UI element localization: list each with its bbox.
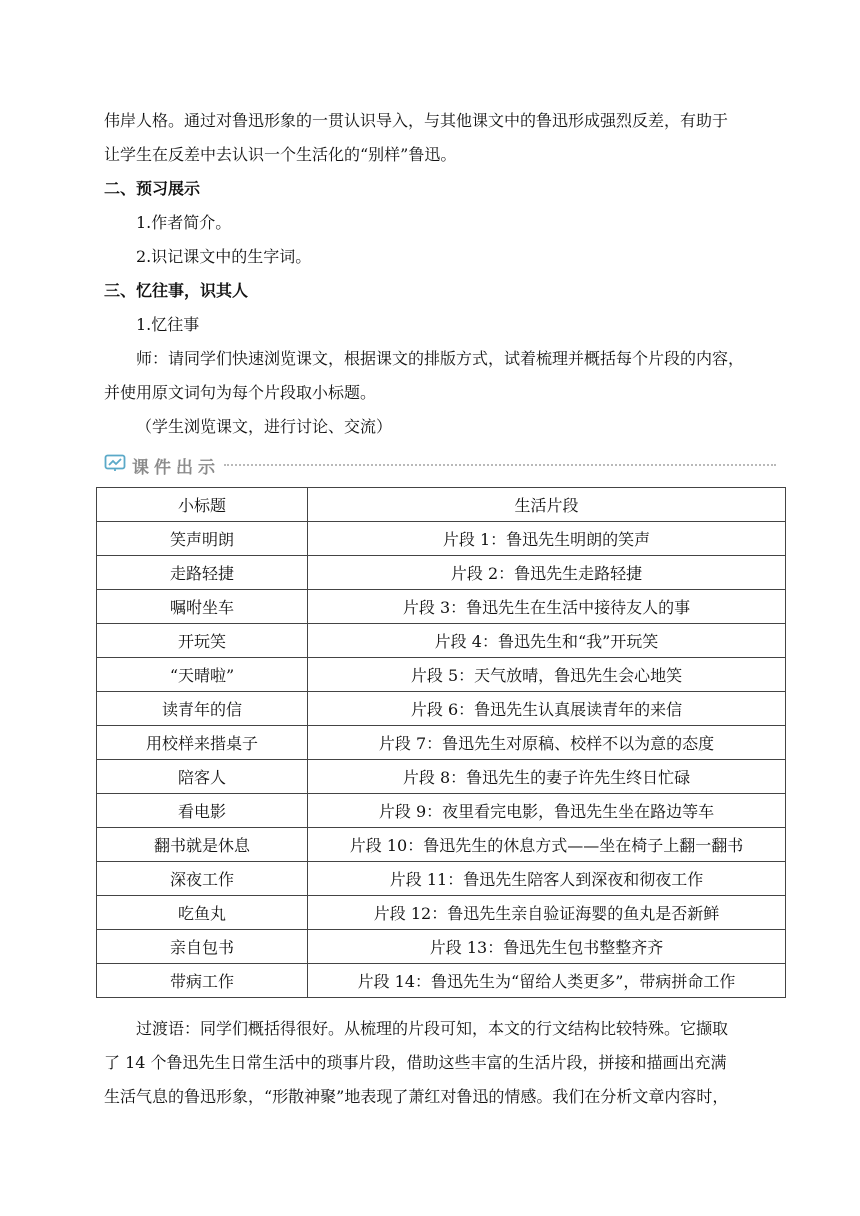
header-subtitle: 小标题 <box>97 488 308 522</box>
section3-heading: 三、忆往事，识其人 <box>104 281 249 300</box>
table-row <box>97 930 786 964</box>
intro-line-1: 伟岸人格。通过对鲁迅形象的一贯认识导入，与其他课文中的鲁迅形成强烈反差，有助于 <box>104 111 729 130</box>
segment-cell: 片段 6：鲁迅先生认真展读青年的来信 <box>308 692 786 726</box>
segment-cell: 片段 8：鲁迅先生的妻子许先生终日忙碌 <box>308 760 786 794</box>
table-row <box>97 828 786 862</box>
table-row <box>97 794 786 828</box>
intro-line-2: 让学生在反差中去认识一个生活化的“别样”鲁迅。 <box>104 145 457 164</box>
section2-item-2: 2.识记课文中的生字词。 <box>136 247 312 266</box>
subtitle-cell: 翻书就是休息 <box>97 828 308 862</box>
subtitle-cell: “天晴啦” <box>97 658 308 692</box>
segment-cell: 片段 7：鲁迅先生对原稿、校样不以为意的态度 <box>308 726 786 760</box>
table-row <box>97 760 786 794</box>
segment-cell: 片段 13：鲁迅先生包书整整齐齐 <box>308 930 786 964</box>
segment-cell: 片段 10：鲁迅先生的休息方式——坐在椅子上翻一翻书 <box>308 828 786 862</box>
courseware-banner <box>104 454 776 476</box>
chart-board-icon <box>104 454 126 476</box>
table-row <box>97 590 786 624</box>
teacher-line-2: 并使用原文词句为每个片段取小标题。 <box>104 383 377 402</box>
segments-table <box>96 487 786 998</box>
segment-cell: 片段 5：天气放晴，鲁迅先生会心地笑 <box>308 658 786 692</box>
teacher-line-1: 师：请同学们快速浏览课文，根据课文的排版方式，试着梳理并概括每个片段的内容， <box>136 349 745 368</box>
header-segment: 生活片段 <box>308 488 786 522</box>
transition-line-3: 生活气息的鲁迅形象，“形散神聚”地表现了萧红对鲁迅的情感。我们在分析文章内容时， <box>104 1087 729 1106</box>
subtitle-cell: 用校样来揩桌子 <box>97 726 308 760</box>
table-body <box>97 522 786 998</box>
subtitle-cell: 笑声明朗 <box>97 522 308 556</box>
subtitle-cell: 带病工作 <box>97 964 308 998</box>
table-row <box>97 726 786 760</box>
subtitle-cell: 吃鱼丸 <box>97 896 308 930</box>
subtitle-cell: 开玩笑 <box>97 624 308 658</box>
table-row <box>97 964 786 998</box>
table-header-row <box>97 488 786 522</box>
section2-item-1: 1.作者简介。 <box>136 213 232 232</box>
subtitle-cell: 深夜工作 <box>97 862 308 896</box>
subtitle-cell: 走路轻捷 <box>97 556 308 590</box>
banner-divider <box>224 464 776 466</box>
subtitle-cell: 嘱咐坐车 <box>97 590 308 624</box>
transition-line-1: 过渡语：同学们概括得很好。从梳理的片段可知，本文的行文结构比较特殊。它撷取 <box>136 1019 729 1038</box>
table-row <box>97 556 786 590</box>
table-row <box>97 624 786 658</box>
segment-cell: 片段 9：夜里看完电影，鲁迅先生坐在路边等车 <box>308 794 786 828</box>
table-row <box>97 692 786 726</box>
subtitle-cell: 亲自包书 <box>97 930 308 964</box>
segment-cell: 片段 11：鲁迅先生陪客人到深夜和彻夜工作 <box>308 862 786 896</box>
student-note: （学生浏览课文，进行讨论、交流） <box>136 417 393 436</box>
subtitle-cell: 陪客人 <box>97 760 308 794</box>
segment-cell: 片段 3：鲁迅先生在生活中接待友人的事 <box>308 590 786 624</box>
segment-cell: 片段 12：鲁迅先生亲自验证海婴的鱼丸是否新鲜 <box>308 896 786 930</box>
table-row <box>97 896 786 930</box>
table-row <box>97 658 786 692</box>
courseware-label: 课件出示 <box>132 457 220 478</box>
segment-cell: 片段 2：鲁迅先生走路轻捷 <box>308 556 786 590</box>
table-row <box>97 522 786 556</box>
section2-heading: 二、预习展示 <box>104 179 201 198</box>
subtitle-cell: 看电影 <box>97 794 308 828</box>
segment-cell: 片段 14：鲁迅先生为“留给人类更多”，带病拼命工作 <box>308 964 786 998</box>
section3-subheading: 1.忆往事 <box>136 315 200 334</box>
transition-line-2: 了 14 个鲁迅先生日常生活中的琐事片段，借助这些丰富的生活片段，拼接和描画出充满 <box>104 1053 727 1072</box>
segment-cell: 片段 4：鲁迅先生和“我”开玩笑 <box>308 624 786 658</box>
table-row <box>97 862 786 896</box>
subtitle-cell: 读青年的信 <box>97 692 308 726</box>
segment-cell: 片段 1：鲁迅先生明朗的笑声 <box>308 522 786 556</box>
